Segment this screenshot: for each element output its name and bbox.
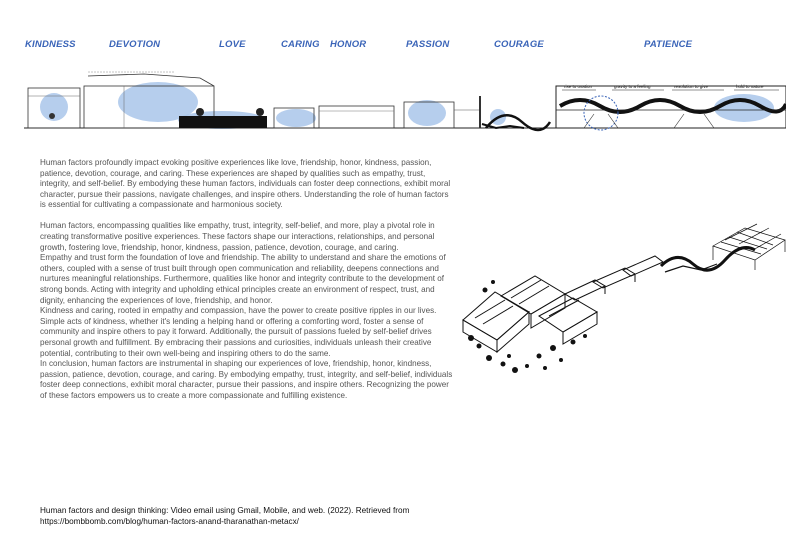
annotation-2: gravity to a feeling (614, 84, 651, 89)
building-section-drawing (24, 66, 786, 140)
reference (40, 505, 470, 527)
label-love: LOVE (219, 39, 246, 50)
paragraph-2: Human factors, encompassing qualities like empathy, trust, integrity, self-belief, and more, play a pivotal role in creating transformative positive experiences. These factors shape our interactions, relationships, and personal growth, fostering love, friendship, honor, kindness, passion, patience, devotion, courage, and caring. (40, 221, 435, 252)
highlight-passion (408, 100, 446, 126)
annotation-3: resolution to give (674, 84, 709, 89)
label-devotion: DEVOTION (109, 39, 161, 50)
label-passion: PASSION (406, 39, 450, 50)
axonometric-drawing (455, 220, 794, 400)
walkway (565, 256, 663, 300)
trees (468, 280, 587, 373)
building-blocks (463, 276, 597, 352)
paragraph-1: Human factors profoundly impact evoking positive experiences like love, friendship, honor, kindness, passion, patience, devotion, courage, and caring. These experiences are shaped by qualities such as empathy, trust, integrity, and self-belief. By embodying these human factors, individuals can foster deep connections, exhibit moral character, pursue their passions, navigate challenges, and inspire others. Understanding the role of human factors is essential for cultivating a compassionate and harmonious society. (40, 158, 451, 210)
label-courage: COURAGE (494, 39, 544, 50)
paragraph-4: Kindness and caring, rooted in empathy and compassion, have the power to create positive ripples in our lives. Simple acts of kindness, whether it's lending a helping hand or offering a comforting word, foster a sense of community and inspire others to pay it forward. Additionally, the pursuit of passions fueled by self-belief drives personal growth and fulfillment. By embracing their passions and curiosities, individuals unleash their creative potential, contributing to their own well-being and inspiring others to do the same. (40, 306, 437, 358)
reference-citation: Human factors and design thinking: Video email using Gmail, Mobile, and web. (2022). Retrieved from (40, 506, 410, 515)
paragraph-5: In conclusion, human factors are instrumental in shaping our experiences of love, friendship, honor, kindness, passion, patience, devotion, courage, and caring. By embodying empathy, trust, integrity, and self-belief, individuals foster deep connections, exhibit moral character, pursue their passions, and inspire others. Recognizing the power of these factors empowers us to create a more compassionate and fulfilling existence. (40, 359, 453, 400)
highlight-caring (276, 109, 316, 127)
annotation-4: hold to nature (736, 84, 764, 89)
paragraph-3: Empathy and trust form the foundation of love and friendship. The ability to understand and share the emotions of others, coupled with a sense of trust built through open communication and reliability, deepens connections and nurtures meaningful relationships. Furthermore, qualities like honor and integrity contribute to the development of strong bonds. Acting with integrity and upholding ethical principles create an environment of respect, trust, and dignity, enhancing the experiences of love, friendship, and honor. (40, 253, 446, 305)
label-caring: CARING (281, 39, 320, 50)
reference-url[interactable]: https://bombbomb.com/blog/human-factors-anand-tharanathan-metacx/ (40, 517, 299, 526)
label-kindness: KINDNESS (25, 39, 76, 50)
label-honor: HONOR (330, 39, 367, 50)
label-patience: PATIENCE (644, 39, 693, 50)
annotation-1: rise to ovation (564, 84, 593, 89)
body-text (40, 158, 455, 402)
